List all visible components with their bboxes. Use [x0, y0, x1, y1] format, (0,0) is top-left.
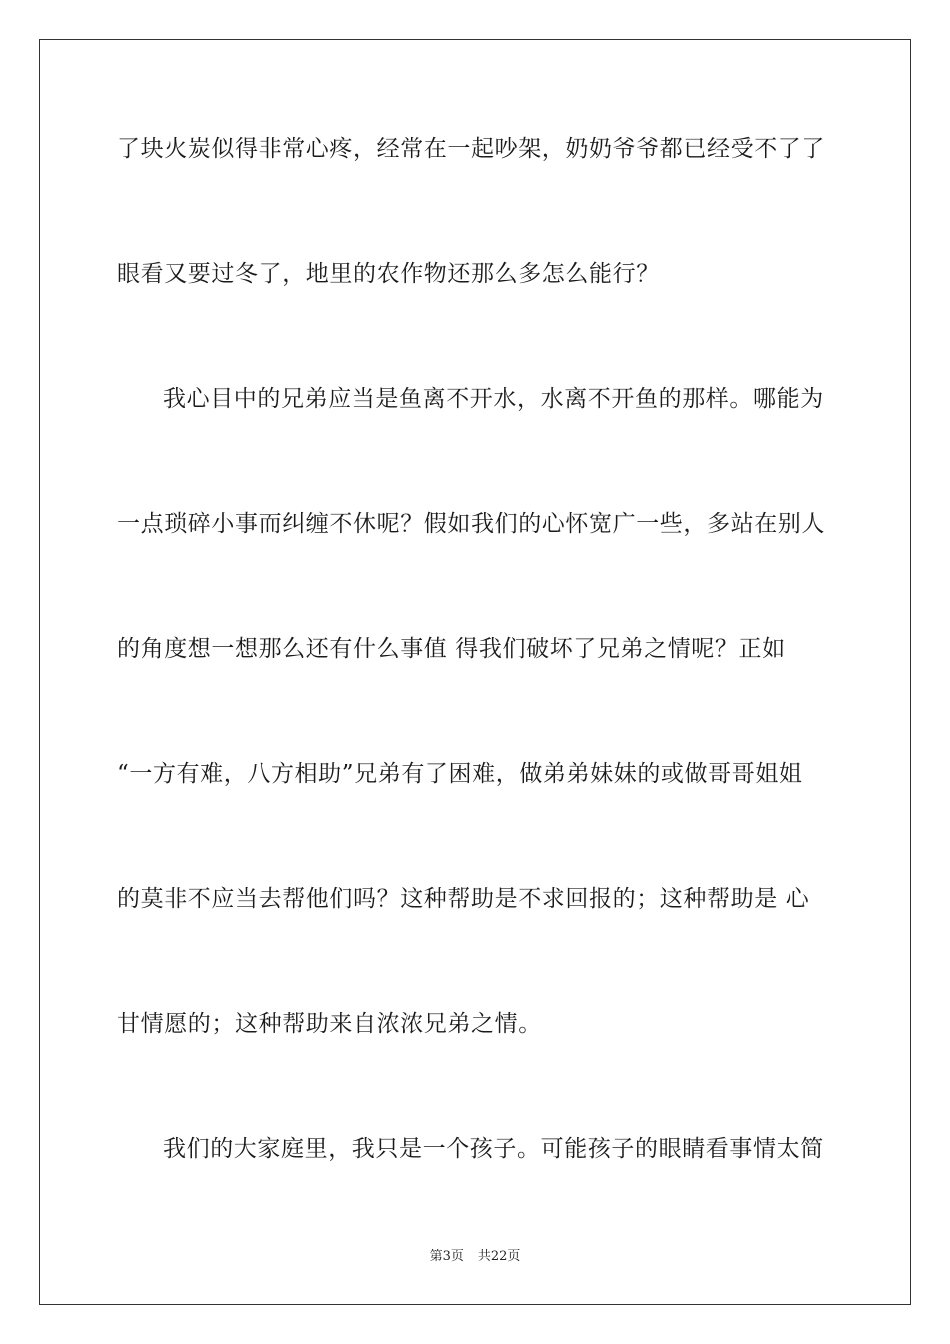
text-line: 了块火炭似得非常心疼，经常在一起吵架，奶奶爷爷都已经受不了了 [117, 136, 825, 162]
text-line: 甘情愿的；这种帮助来自浓浓兄弟之情。 [117, 1011, 542, 1037]
page-number: 第3页 [429, 1249, 464, 1264]
text-line: 一点琐碎小事而纠缠不休呢？假如我们的心怀宽广一些，多站在别人 [117, 511, 825, 537]
page-footer [0, 1248, 950, 1266]
text-line: 的莫非不应当去帮他们吗？这种帮助是不求回报的；这种帮助是 心 [117, 886, 810, 912]
text-line: “一方有难，八方相助”兄弟有了困难，做弟弟妹妹的或做哥哥姐姐 [117, 761, 803, 787]
paragraph-start-line: 我心目中的兄弟应当是鱼离不开水，水离不开鱼的那样。哪能为 [163, 386, 824, 412]
text-line: 的角度想一想那么还有什么事值 得我们破坏了兄弟之情呢？正如 [117, 636, 786, 662]
page-border [39, 39, 911, 1305]
text-line: 眼看又要过冬了，地里的农作物还那么多怎么能行？ [117, 261, 660, 287]
total-pages: 共22页 [477, 1249, 521, 1264]
paragraph-start-line: 我们的大家庭里，我只是一个孩子。可能孩子的眼睛看事情太简 [163, 1136, 824, 1162]
